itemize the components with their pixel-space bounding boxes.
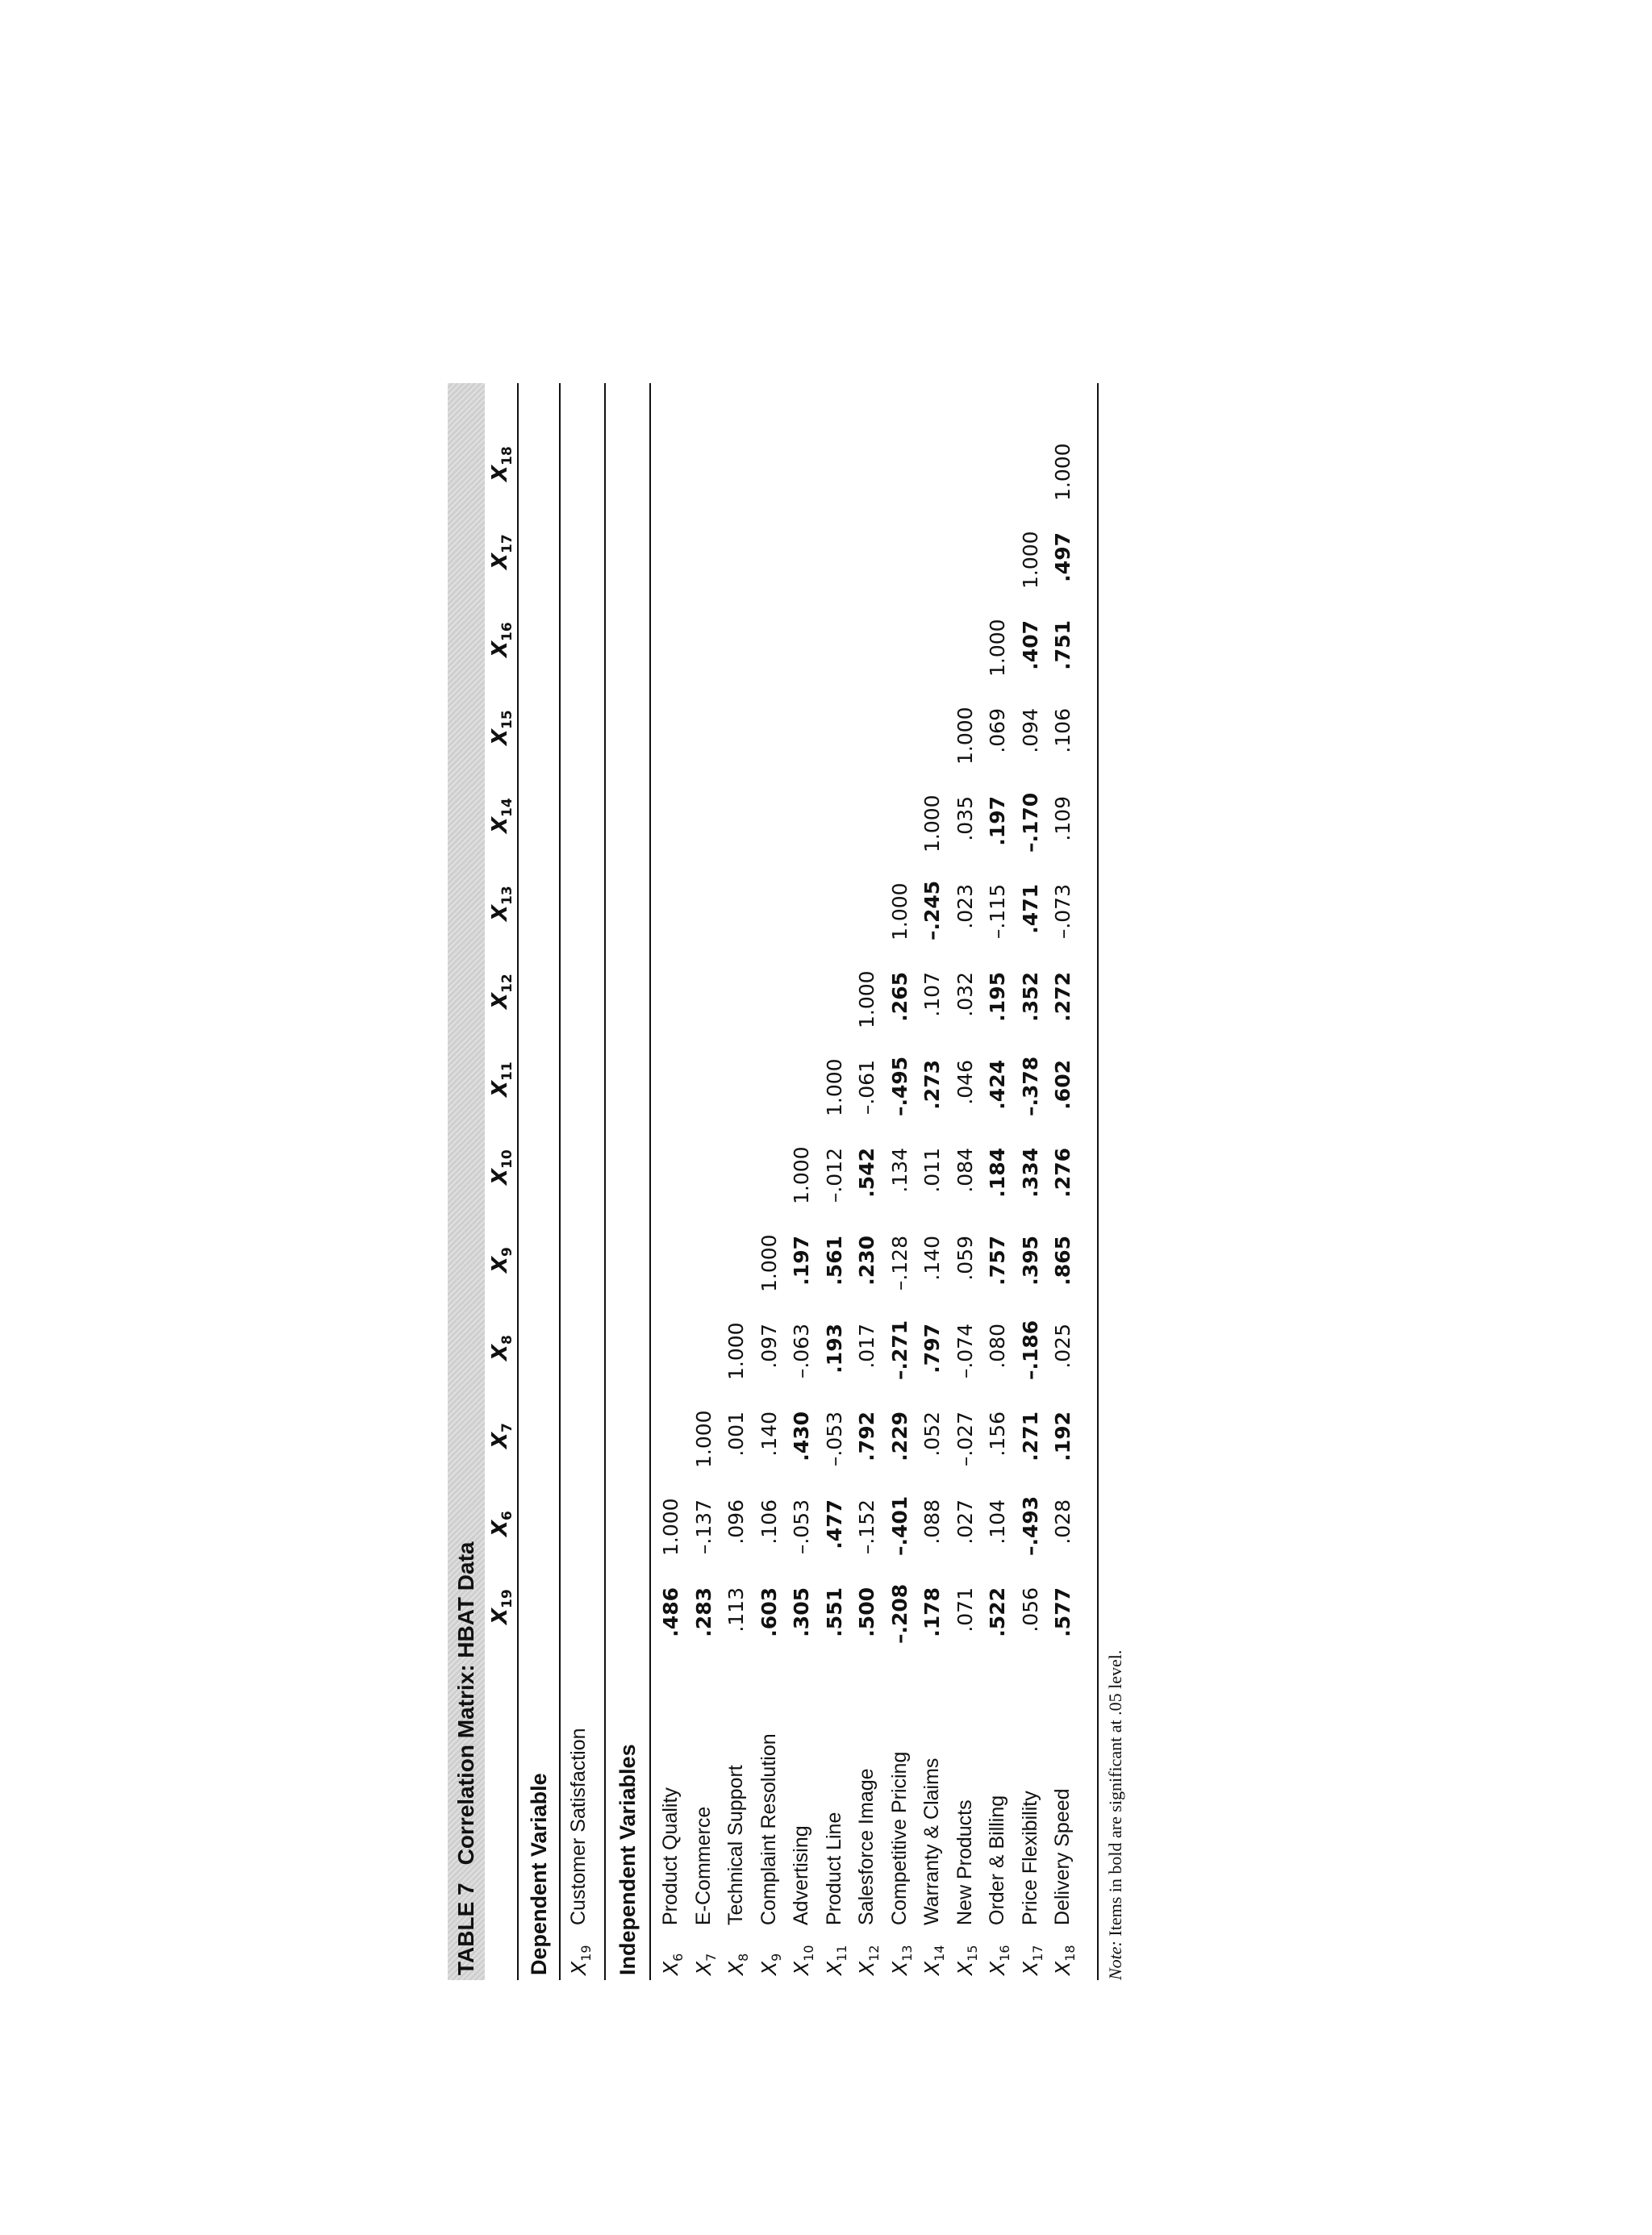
row-label (1018, 1791, 1045, 1976)
table-cell: .017 (855, 1324, 878, 1369)
table-cell: –.074 (953, 1324, 977, 1379)
table-cell: .305 (790, 1587, 813, 1637)
column-header: $X_{15}$ (488, 710, 516, 745)
table-cell: .056 (1018, 1587, 1042, 1632)
row-var-name: Order & Billing (986, 1795, 1008, 1925)
column-header: $X_{10}$ (488, 1149, 516, 1185)
note-text: Items in bold are significant at .05 level. (1105, 1649, 1125, 1937)
table-cell: .140 (757, 1411, 781, 1457)
column-header: $X_9$ (488, 1247, 516, 1273)
row-var-symbol: $X_8$ (724, 1953, 751, 1975)
table-cell: 1.000 (822, 1058, 846, 1116)
table-cell: .407 (1018, 620, 1042, 670)
row-var-name: Competitive Pricing (887, 1751, 911, 1925)
table-cell: 1.000 (757, 1234, 781, 1292)
table-cell: .035 (953, 796, 977, 841)
column-header: $X_{12}$ (488, 974, 516, 1009)
table-cell: .865 (1051, 1236, 1074, 1286)
table-cell: .276 (1051, 1148, 1074, 1198)
row-label (659, 1787, 686, 1975)
dependent-heading: Dependent Variable (527, 1773, 551, 1975)
header-rule (517, 383, 519, 1980)
table-cell: –.401 (887, 1495, 912, 1556)
table-cell: .577 (1051, 1587, 1074, 1637)
table-cell: 1.000 (790, 1146, 813, 1204)
table-cell: –.115 (986, 884, 1009, 940)
row-var-symbol: $X_{10}$ (790, 1945, 816, 1975)
table-cell: –.128 (887, 1236, 912, 1291)
table-cell: 1.000 (1018, 531, 1042, 589)
table-cell: .052 (920, 1411, 944, 1457)
column-header: $X_{13}$ (488, 886, 516, 921)
row-var-symbol: $X_9$ (757, 1953, 784, 1975)
table-cell: .023 (953, 884, 977, 929)
row-var-name: Delivery Speed (1051, 1788, 1074, 1925)
table-cell: .104 (986, 1499, 1009, 1545)
table-cell: .140 (920, 1236, 944, 1281)
table-cell: .106 (757, 1499, 781, 1545)
table-cell: .561 (822, 1236, 846, 1286)
table-cell: .751 (1051, 620, 1074, 670)
table-cell: .094 (1018, 708, 1042, 753)
table-cell: –.378 (1018, 1056, 1042, 1116)
table-cell: .230 (855, 1236, 878, 1286)
table-cell: .497 (1051, 532, 1074, 582)
table-cell: .797 (920, 1324, 944, 1374)
table-cell: .096 (724, 1499, 748, 1545)
column-header: $X_7$ (488, 1423, 516, 1449)
table-cell: 1.000 (986, 619, 1009, 677)
table-cell: .197 (790, 1236, 813, 1286)
table-cell: .334 (1018, 1148, 1042, 1198)
row-label (855, 1768, 882, 1976)
row-var-name: Advertising (790, 1825, 812, 1925)
row-var-symbol: $X_6$ (659, 1953, 686, 1975)
table-label: TABLE 7 (453, 1883, 478, 1975)
table-note (1105, 1650, 1126, 1980)
table-cell: –.073 (1051, 884, 1074, 940)
table-cell: .134 (887, 1148, 912, 1193)
row-label (724, 1765, 751, 1975)
table-cell: –.053 (822, 1411, 846, 1467)
column-header: $X_{19}$ (488, 1589, 516, 1624)
table-cell: .271 (1018, 1411, 1042, 1462)
row-var-name: Warranty & Claims (920, 1758, 943, 1925)
row-var-name: Complaint Resolution (757, 1733, 780, 1925)
row-var-symbol: $X_{12}$ (855, 1945, 882, 1975)
table-cell: –.012 (822, 1148, 846, 1203)
table-cell: .027 (953, 1499, 977, 1545)
table-cell: .551 (822, 1587, 846, 1637)
row-var-name: Salesforce Image (855, 1768, 878, 1925)
independent-heading: Independent Variables (615, 1744, 640, 1975)
table-cell: .603 (757, 1587, 781, 1637)
table-cell: –.061 (855, 1060, 878, 1115)
row-var-symbol: $X_{18}$ (1051, 1945, 1078, 1975)
table-cell: .792 (855, 1411, 878, 1462)
column-header: $X_8$ (488, 1335, 516, 1361)
table-cell: .184 (986, 1148, 1009, 1198)
row-label (986, 1795, 1012, 1976)
row-label (920, 1758, 947, 1976)
table-cell: .069 (986, 708, 1009, 753)
row-label (953, 1799, 980, 1976)
table-cell: .352 (1018, 972, 1042, 1022)
table-cell: .265 (887, 972, 912, 1022)
row-label (1051, 1788, 1078, 1976)
table-cell: .071 (953, 1587, 977, 1632)
table-cell: –.245 (920, 880, 944, 940)
table-cell: .025 (1051, 1324, 1074, 1369)
table-cell: 1.000 (691, 1410, 715, 1468)
table-cell: .107 (920, 972, 944, 1017)
table-cell: .028 (1051, 1499, 1074, 1545)
table-cell: .001 (724, 1411, 748, 1457)
table-cell: .032 (953, 972, 977, 1017)
table-cell: .471 (1018, 884, 1042, 934)
table-cell: .272 (1051, 972, 1074, 1022)
table-cell: .193 (822, 1324, 846, 1374)
table-cell: .156 (986, 1411, 1009, 1457)
table-cell: –.271 (887, 1320, 912, 1380)
table-cell: .424 (986, 1060, 1009, 1110)
table-cell: –.493 (1018, 1495, 1042, 1556)
dependent-var-name: Customer Satisfaction (567, 1728, 590, 1925)
table-cell: .011 (920, 1148, 944, 1193)
table-title: Correlation Matrix: HBAT Data (453, 1541, 478, 1866)
table-cell: .486 (659, 1587, 682, 1637)
row-label (887, 1751, 915, 1976)
table-cell: .477 (822, 1499, 846, 1549)
table-title-bar (448, 383, 485, 1980)
rotated-table-page (448, 383, 1149, 1980)
row-var-name: Price Flexibility (1018, 1791, 1041, 1925)
row-var-symbol: $X_{14}$ (920, 1945, 947, 1975)
table-cell: .084 (953, 1148, 977, 1193)
table-cell: –.170 (1018, 792, 1042, 853)
table-cell: .229 (887, 1411, 912, 1462)
table-cell: –.063 (790, 1324, 813, 1379)
note-label: Note: (1105, 1941, 1125, 1980)
column-header: $X_{17}$ (488, 534, 516, 569)
column-header: $X_6$ (488, 1511, 516, 1537)
table-cell: 1.000 (659, 1498, 682, 1556)
row-label (757, 1733, 784, 1975)
column-header: $X_{18}$ (488, 446, 516, 482)
table-cell: .195 (986, 972, 1009, 1022)
table-cell: .097 (757, 1324, 781, 1369)
table-cell: .197 (986, 796, 1009, 846)
independent-rule (649, 383, 651, 1980)
table-cell: .602 (1051, 1060, 1074, 1110)
table-cell: 1.000 (724, 1322, 748, 1380)
dependent-row (567, 1728, 594, 1976)
table-cell: .109 (1051, 796, 1074, 841)
row-var-name: E-Commerce (691, 1806, 715, 1925)
table-cell: .088 (920, 1499, 944, 1545)
row-var-name: Product Line (822, 1812, 845, 1925)
table-cell: –.495 (887, 1056, 912, 1116)
row-var-symbol: $X_{13}$ (887, 1945, 915, 1975)
table-cell: .283 (691, 1587, 715, 1637)
row-var-name: New Products (953, 1799, 976, 1925)
table-cell: 1.000 (920, 794, 944, 853)
row-var-symbol: $X_7$ (691, 1953, 719, 1975)
dependent-bottom-rule (604, 383, 606, 1980)
table-cell: –.137 (691, 1499, 715, 1555)
table-cell: 1.000 (887, 882, 912, 940)
table-cell: .113 (724, 1587, 748, 1632)
row-var-symbol: $X_{15}$ (953, 1945, 980, 1975)
column-header: $X_{14}$ (488, 798, 516, 833)
table-cell: .059 (953, 1236, 977, 1281)
table-cell: .080 (986, 1324, 1009, 1369)
row-var-symbol: $X_{17}$ (1018, 1945, 1045, 1975)
row-var-symbol: $X_{16}$ (986, 1945, 1012, 1975)
table-cell: .542 (855, 1148, 878, 1198)
column-header: $X_{16}$ (488, 622, 516, 657)
table-cell: .178 (920, 1587, 944, 1637)
row-var-symbol: $X_{11}$ (822, 1945, 849, 1975)
table-cell: .273 (920, 1060, 944, 1110)
table-cell: .046 (953, 1060, 977, 1105)
table-cell: –.208 (887, 1583, 912, 1644)
table-cell: .192 (1051, 1411, 1074, 1462)
table-cell: –.027 (953, 1411, 977, 1467)
table-cell: 1.000 (855, 970, 878, 1028)
row-label (790, 1825, 816, 1976)
table-cell: .500 (855, 1587, 878, 1637)
column-header: $X_{11}$ (488, 1061, 516, 1097)
table-cell: –.186 (1018, 1320, 1042, 1380)
dependent-rule (559, 383, 561, 1980)
bottom-rule (1097, 383, 1099, 1980)
table-cell: .106 (1051, 708, 1074, 753)
table-cell: –.053 (790, 1499, 813, 1555)
table-cell: .395 (1018, 1236, 1042, 1286)
row-label (691, 1806, 719, 1975)
dependent-var-symbol: $X_{19}$ (567, 1945, 594, 1975)
row-var-name: Technical Support (724, 1765, 747, 1925)
table-cell: –.152 (855, 1499, 878, 1555)
row-label (822, 1812, 849, 1976)
row-var-name: Product Quality (659, 1787, 682, 1925)
table-cell: 1.000 (1051, 443, 1074, 501)
table-cell: .522 (986, 1587, 1009, 1637)
table-cell: .430 (790, 1411, 813, 1462)
table-cell: .757 (986, 1236, 1009, 1286)
table-cell: 1.000 (953, 707, 977, 765)
